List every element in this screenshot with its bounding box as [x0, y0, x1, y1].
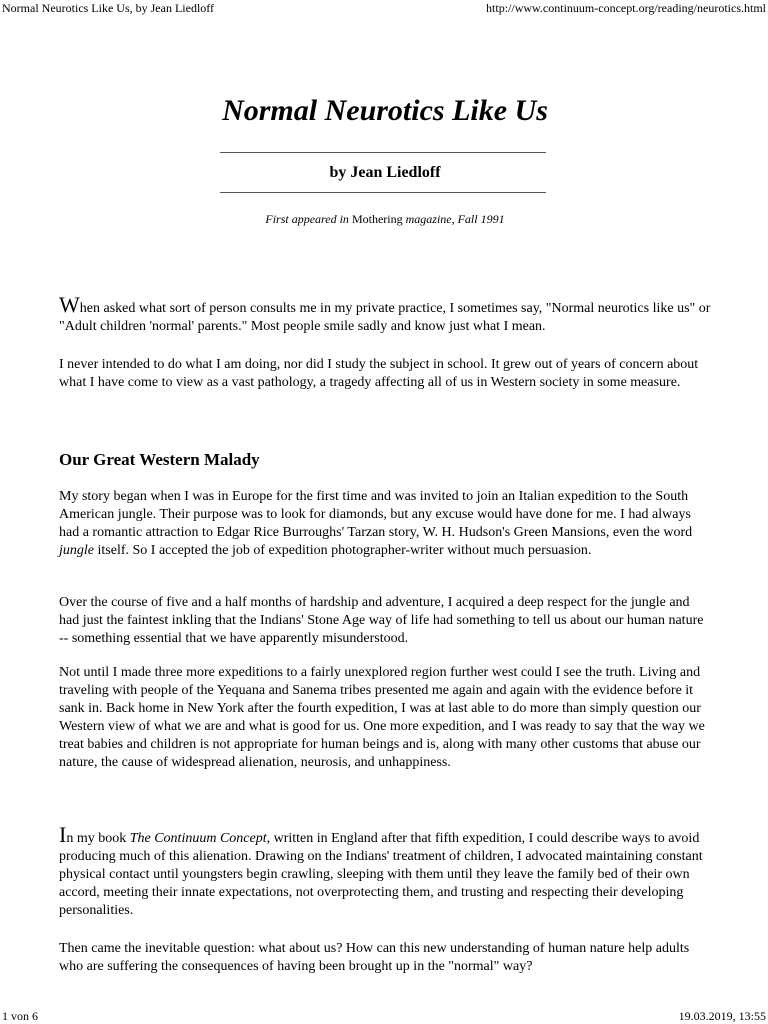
- paragraph-background: I never intended to do what I am doing, nor did I study the subject in school. It grew out of years of concern about what I have come to view as a vast pathology, a tragedy affecting all of us in Western society in some measure.: [59, 357, 699, 390]
- book-title: The Continuum Concept: [129, 831, 267, 846]
- credit-suffix: magazine, Fall 1991: [405, 212, 505, 226]
- paragraph-text: itself. So I accepted the job of expedition photographer-writer without much persuasion.: [97, 543, 592, 558]
- title-divider-top: [220, 152, 546, 153]
- credit-prefix: First appeared in: [265, 212, 349, 226]
- paragraph-text: My story began when I was in Europe for the first time and was invited to join an Italian expedition to the South American jungle. Their purpose was to look for diamonds, but any excuse would have done for me. I had always had a romantic attraction to Edgar Rice Burroughs' Tarzan story, W. H. Hudson's Green Mansions, even the word: [59, 489, 693, 540]
- paragraph-question: Then came the inevitable question: what about us? How can this new understanding of human nature help adults who are suffering the consequences of having been brought up in the "normal" way?: [59, 941, 690, 974]
- paragraph-text: hen asked what sort of person consults me in my private practice, I sometimes say, "Normal neurotics like us" or "Adult children 'normal' parents." Most people smile sadly and know just what I mean.: [59, 301, 711, 334]
- title-divider-bottom: [220, 192, 546, 193]
- byline: by Jean Liedloff: [329, 164, 441, 181]
- paragraph-book: [59, 822, 711, 920]
- dropcap: W: [59, 292, 80, 317]
- italic-term: jungle: [59, 543, 94, 558]
- paragraph-intro: [59, 292, 711, 336]
- print-datetime: 19.03.2019, 13:55: [678, 1009, 766, 1023]
- paragraph-truth: Not until I made three more expeditions to a fairly unexplored region further west could I see the truth. Living and traveling with people of the Yequana and Sanema tribes presented me again and again with the evidence before it sank in. Back home in New York after the fourth expedition, I was at last able to do more than simply question our Western view of what we are and what is good for us. One more expedition, and I was ready to say that the way we treat babies and children is not appropriate for human beings and is, along with many other customs that abuse our nature, the cause of widespread alienation, neurosis, and unhappiness.: [59, 665, 705, 770]
- credit-publication: Mothering: [351, 212, 403, 226]
- publication-credit: [59, 211, 711, 227]
- article-title: Normal Neurotics Like Us: [222, 94, 548, 127]
- print-header-url: http://www.continuum-concept.org/reading/neurotics.html: [486, 1, 766, 15]
- print-header-title: Normal Neurotics Like Us, by Jean Liedloff: [2, 1, 215, 15]
- section-heading: Our Great Western Malady: [59, 450, 260, 469]
- dropcap: I: [59, 822, 67, 847]
- print-footer: [0, 1008, 768, 1024]
- paragraph-text: , written in England after that fifth expedition, I could describe ways to avoid producing much of this alienation. Drawing on the Indians' treatment of children, I advocated maintaining constant physical contact until youngsters begin crawling, sleeping with them until they leave the family bed of their own accord, meeting their innate expectations, not overprotecting them, and trusting and respecting their developing personalities.: [59, 831, 703, 918]
- paragraph-text: n my book: [66, 831, 127, 846]
- page-number: 1 von 6: [2, 1009, 38, 1023]
- paragraph-expedition: [59, 488, 711, 560]
- print-header: [0, 0, 768, 16]
- paragraph-hardship: Over the course of five and a half months of hardship and adventure, I acquired a deep respect for the jungle and had just the faintest inkling that the Indians' Stone Age way of life had something to tell us about our human nature -- something essential that we have apparently misunderstood.: [59, 595, 704, 646]
